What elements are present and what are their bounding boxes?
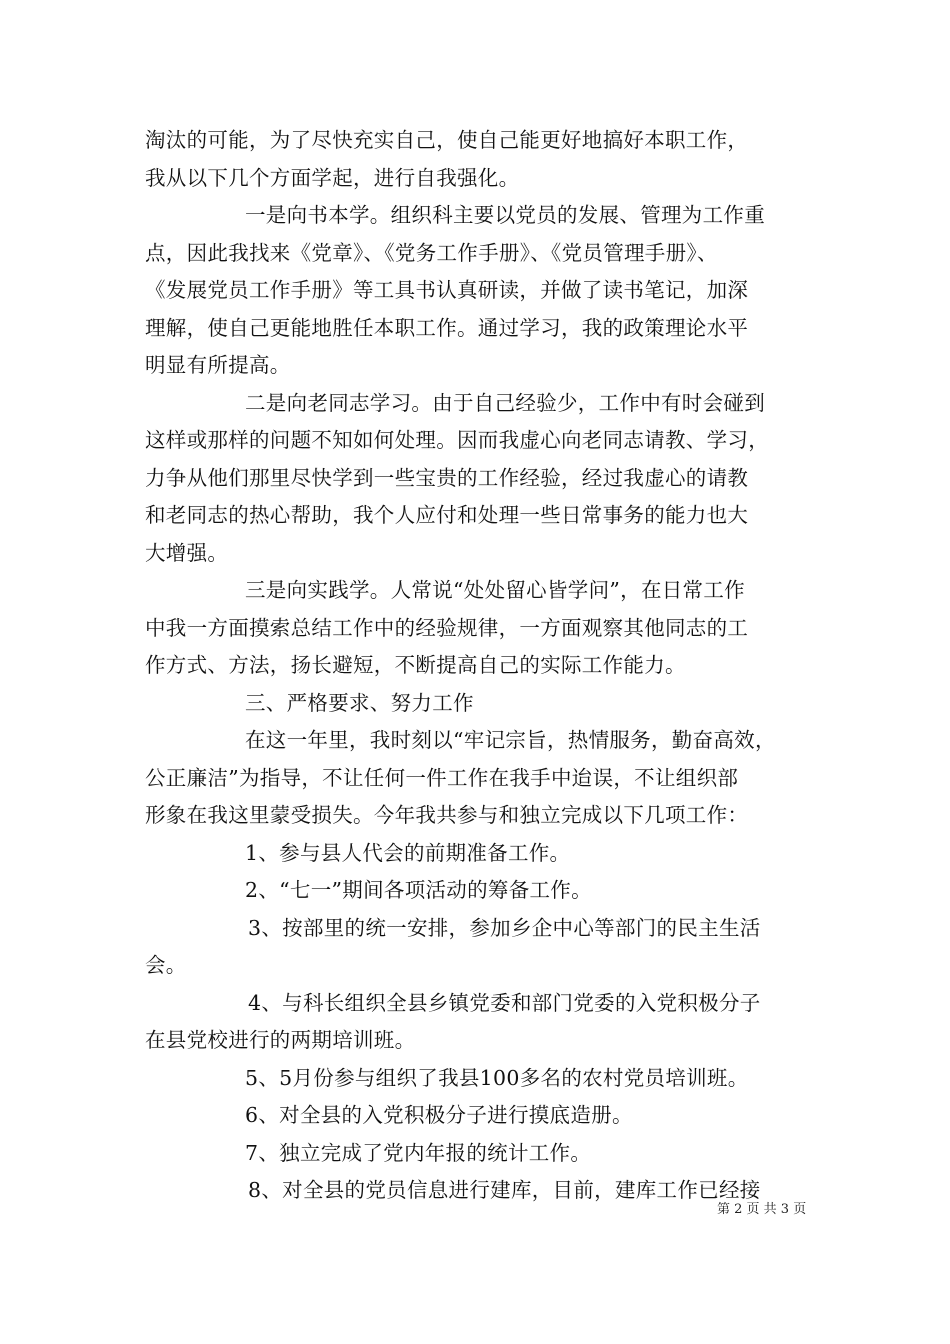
text-line: 和老同志的热心帮助，我个人应付和处理一些日常事务的能力也大: [145, 503, 749, 527]
text-line: 大增强。: [145, 540, 229, 565]
list-item: 8、对全县的党员信息进行建库，目前，建库工作已经接: [248, 1178, 761, 1202]
paragraph-start-line: 一是向书本学。组织科主要以党员的发展、管理为工作重: [245, 203, 765, 227]
text-line: 我从以下几个方面学起，进行自我强化。: [145, 165, 520, 190]
list-item: 7、独立完成了党内年报的统计工作。: [245, 1140, 592, 1165]
list-item: 3、按部里的统一安排，参加乡企中心等部门的民主生活: [248, 915, 761, 940]
section-heading: 三、严格要求、努力工作: [245, 690, 474, 715]
text-line: 形象在我这里蒙受损失。今年我共参与和独立完成以下几项工作：: [145, 803, 749, 827]
list-item: 5、5月份参与组织了我县100多名的农村党员培训班。: [245, 1065, 749, 1090]
page-indicator: 第 2 页 共 3 页: [717, 1202, 807, 1217]
paragraph-start-line: 三是向实践学。人常说“处处留心皆学问”，在日常工作: [245, 578, 745, 602]
text-line: 力争从他们那里尽快学到一些宝贵的工作经验，经过我虚心的请教: [145, 465, 749, 490]
list-item: 4、与科长组织全县乡镇党委和部门党委的入党积极分子: [248, 990, 761, 1015]
text-line: 中我一方面摸索总结工作中的经验规律，一方面观察其他同志的工: [145, 615, 749, 640]
text-line: 明显有所提高。: [145, 353, 291, 377]
paragraph-start-line: 在这一年里，我时刻以“牢记宗旨，热情服务，勤奋高效，: [245, 728, 776, 752]
list-item: 6、对全县的入党积极分子进行摸底造册。: [245, 1103, 633, 1127]
text-line: 公正廉洁”为指导，不让任何一件工作在我手中迨误，不让组织部: [145, 765, 739, 790]
text-line: 淘汰的可能，为了尽快充实自己，使自己能更好地搞好本职工作，: [145, 128, 749, 152]
document-body: [145, 122, 810, 1210]
paragraph-start-line: 二是向老同志学习。由于自己经验少，工作中有时会碰到: [245, 390, 765, 415]
text-line: 会。: [145, 953, 187, 977]
text-line: 这样或那样的问题不知如何处理。因而我虚心向老同志请教、学习，: [145, 428, 769, 452]
list-item: 1、参与县人代会的前期准备工作。: [245, 840, 571, 865]
text-line: 作方式、方法，扬长避短，不断提高自己的实际工作能力。: [145, 653, 686, 677]
text-line: 在县党校进行的两期培训班。: [145, 1028, 416, 1052]
text-line: 点，因此我找来《党章》、《党务工作手册》、《党员管理手册》、: [145, 240, 718, 265]
list-item: 2、“七一”期间各项活动的筹备工作。: [245, 878, 592, 902]
text-line: 理解，使自己更能地胜任本职工作。通过学习，我的政策理论水平: [145, 315, 749, 340]
text-line: 《发展党员工作手册》等工具书认真研读，并做了读书笔记，加深: [145, 278, 749, 302]
